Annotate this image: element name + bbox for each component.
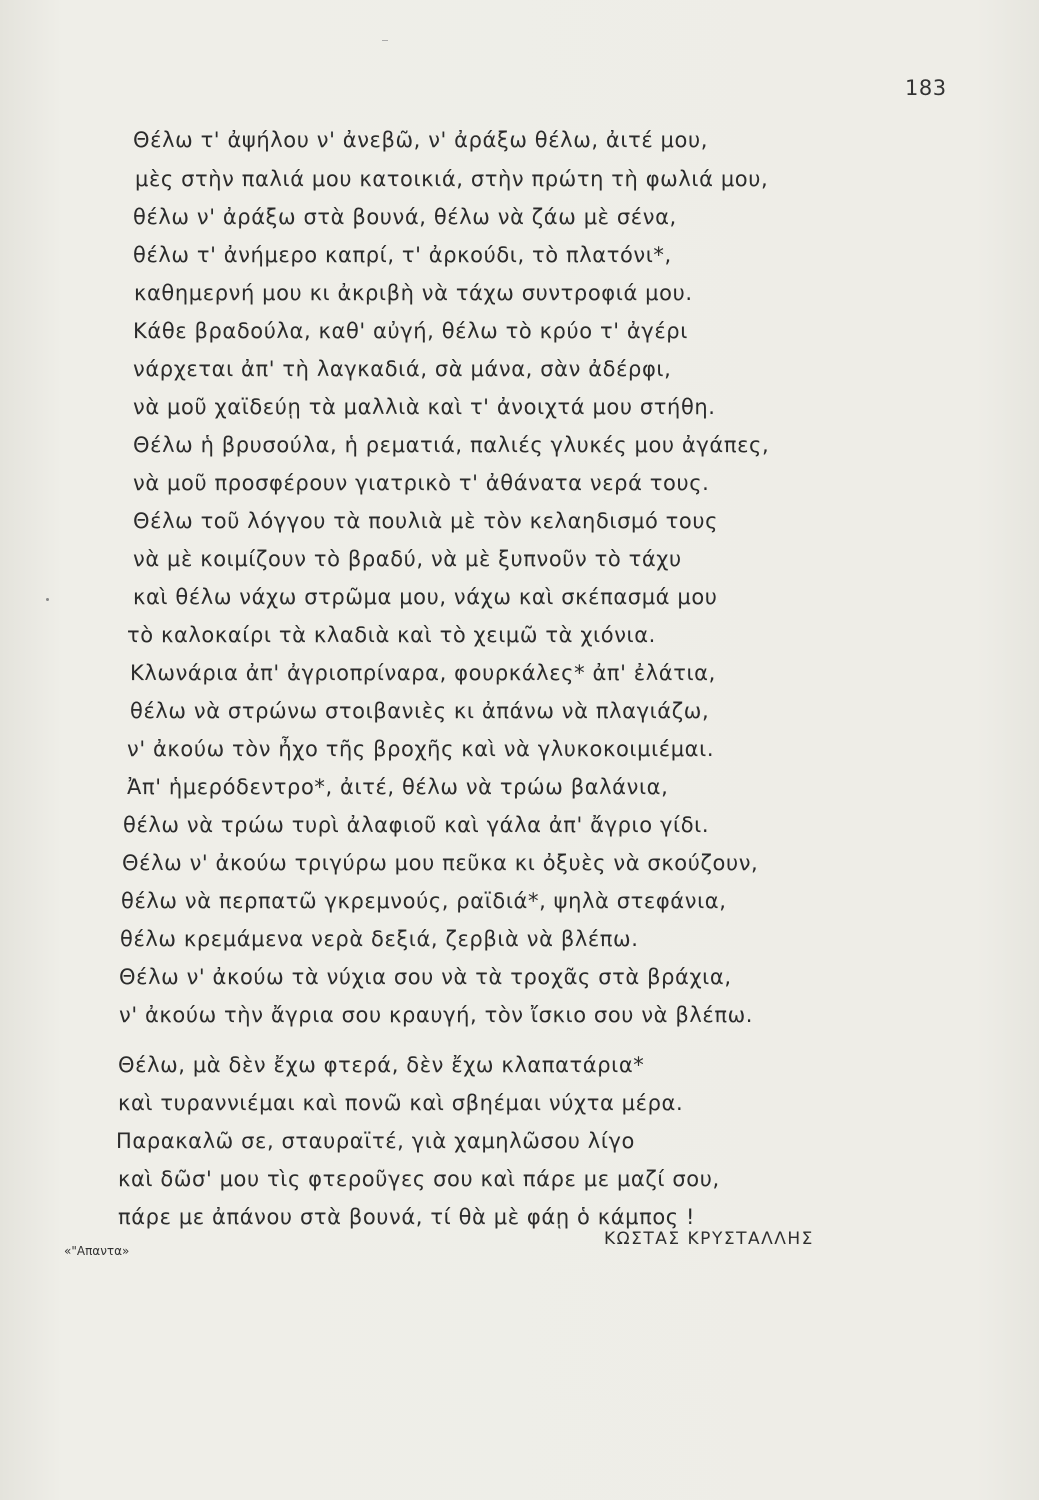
poem-line: Θέλω τοῦ λόγγου τὰ πουλιὰ μὲ τὸν κελαηδισμό τους [133, 509, 719, 533]
poem-line: καθημερνή μου κι ἀκριβὴ νὰ τάχω συντροφιά μου. [134, 281, 693, 305]
poem-line: καὶ θέλω νάχω στρῶμα μου, νάχω καὶ σκέπασμά μου [133, 585, 718, 609]
poem-line: Κάθε βραδούλα, καθ' αὐγή, θέλω τὸ κρύο τ' ἀγέρι [133, 319, 688, 343]
author-name: ΚΩΣΤΑΣ ΚΡΥΣΤΑΛΛΗΣ [604, 1229, 814, 1249]
poem-line: καὶ δῶσ' μου τὶς φτεροῦγες σου καὶ πάρε με μαζί σου, [118, 1167, 720, 1191]
poem-line: ν' ἀκούω τὸν ἦχο τῆς βροχῆς καὶ νὰ γλυκοκοιμιέμαι. [127, 737, 715, 761]
poem-line: νὰ μὲ κοιμίζουν τὸ βραδύ, νὰ μὲ ξυπνοῦν τὸ τάχυ [133, 547, 682, 571]
poem-line: Κλωνάρια ἀπ' ἀγριοπρίναρα, φουρκάλες* ἀπ' ἐλάτια, [130, 661, 716, 685]
poem-line: τὸ καλοκαίρι τὰ κλαδιὰ καὶ τὸ χειμῶ τὰ χιόνια. [127, 623, 656, 647]
poem-line: καὶ τυραννιέμαι καὶ πονῶ καὶ σβηέμαι νύχτα μέρα. [118, 1091, 684, 1115]
print-mark [382, 40, 388, 41]
poem-line: Ἀπ' ἡμερόδεντρο*, ἀιτέ, θέλω νὰ τρώω βαλάνια, [127, 775, 669, 799]
poem-line: πάρε με ἀπάνου στὰ βουνά, τί θὰ μὲ φάῃ ὁ κάμπος ! [118, 1205, 696, 1229]
poem-line: Θέλω ν' ἀκούω τριγύρω μου πεῦκα κι ὀξυὲς νὰ σκούζουν, [122, 851, 759, 875]
poem-line: θέλω ν' ἀράξω στὰ βουνά, θέλω νὰ ζάω μὲ σένα, [133, 205, 677, 229]
poem-line: Θέλω ν' ἀκούω τὰ νύχια σου νὰ τὰ τροχᾶς στὰ βράχια, [119, 965, 732, 989]
poem-line: θέλω τ' ἀνήμερο καπρί, τ' ἀρκούδι, τὸ πλατόνι*, [133, 243, 672, 267]
poem-line: θέλω νὰ στρώνω στοιβανιὲς κι ἀπάνω νὰ πλαγιάζω, [130, 699, 710, 723]
poem-line: Παρακαλῶ σε, σταυραϊτέ, γιὰ χαμηλῶσου λίγο [116, 1129, 635, 1153]
poem-line: Θέλω ἡ βρυσούλα, ἡ ρεματιά, παλιές γλυκές μου ἀγάπες, [133, 433, 770, 457]
poem-line: θέλω νὰ περπατῶ γκρεμνούς, ραϊδιά*, ψηλὰ στεφάνια, [121, 889, 727, 913]
poem-line: Θέλω τ' ἀψήλου ν' ἀνεβῶ, ν' ἀράξω θέλω, ἀιτέ μου, [133, 128, 708, 152]
poem-line: νὰ μοῦ χαϊδεύῃ τὰ μαλλιὰ καὶ τ' ἀνοιχτά μου στήθη. [133, 395, 716, 419]
poem-line: Θέλω, μὰ δὲν ἔχω φτερά, δὲν ἔχω κλαπατάρια* [118, 1053, 645, 1077]
source-citation: «"Απαντα» [64, 1244, 130, 1258]
poem-line: νάρχεται ἀπ' τὴ λαγκαδιά, σὰ μάνα, σὰν ἀδέρφι, [133, 357, 672, 381]
poem-line: νὰ μοῦ προσφέρουν γιατρικὸ τ' ἀθάνατα νερά τους. [133, 471, 710, 495]
poem-line: θέλω κρεμάμενα νερὰ δεξιά, ζερβιὰ νὰ βλέπω. [120, 927, 639, 951]
poem-line: θέλω νὰ τρώω τυρὶ ἀλαφιοῦ καὶ γάλα ἀπ' ἄγριο γίδι. [123, 813, 710, 837]
poem-line: ν' ἀκούω τὴν ἄγρια σου κραυγή, τὸν ἴσκιο σου νὰ βλέπω. [119, 1003, 754, 1027]
page-number: 183 [905, 76, 947, 100]
margin-dot [46, 598, 49, 601]
poem-line: μὲς στὴν παλιά μου κατοικιά, στὴν πρώτη τὴ φωλιά μου, [135, 167, 769, 191]
